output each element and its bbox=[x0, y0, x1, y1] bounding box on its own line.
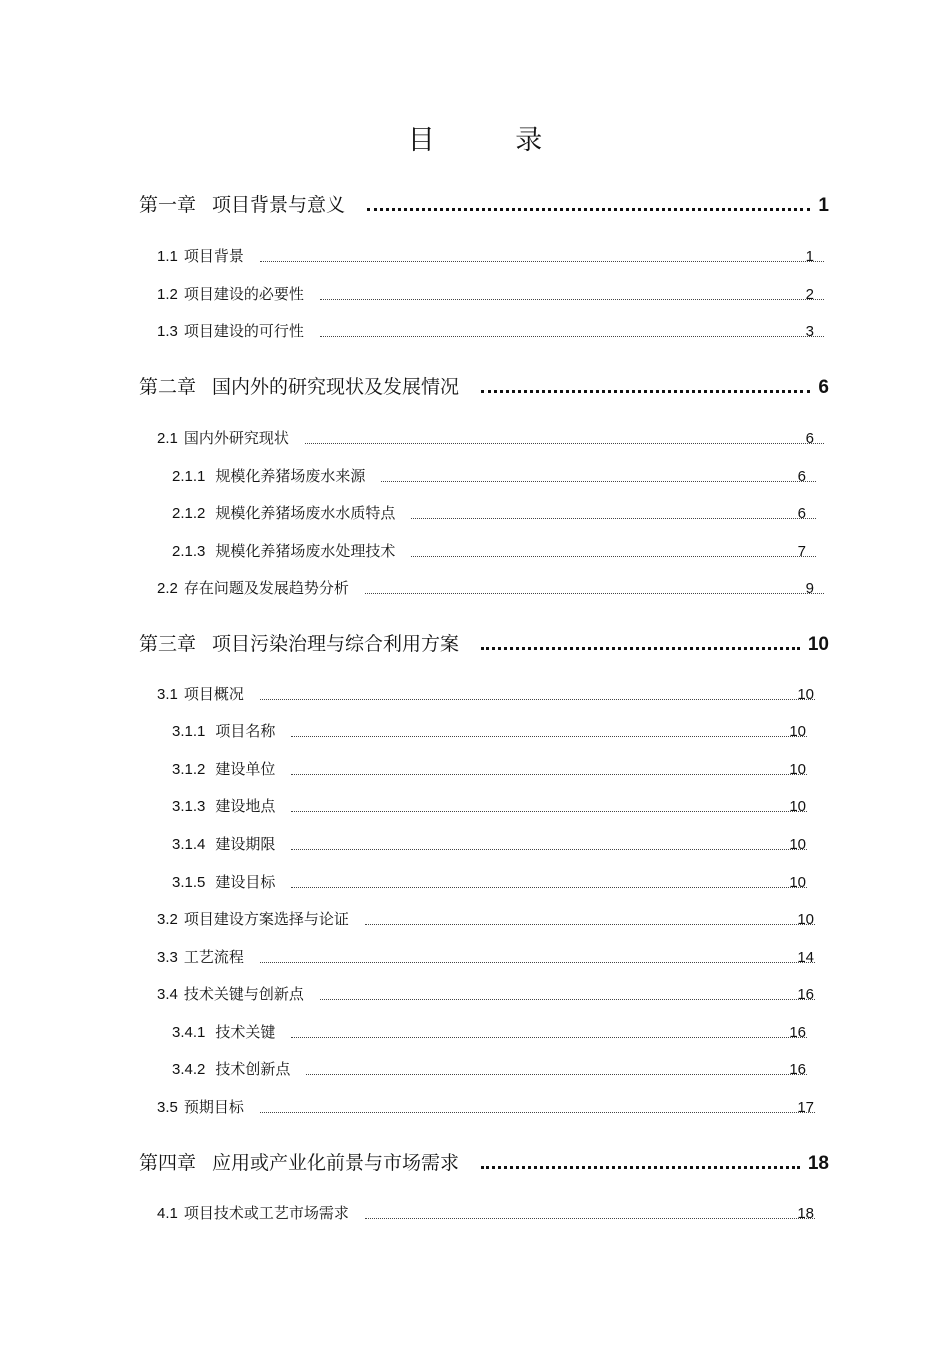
toc-section-entry[interactable] bbox=[157, 577, 820, 598]
toc-section-entry[interactable] bbox=[172, 795, 812, 816]
toc-entry-number: 1.2 bbox=[157, 286, 178, 303]
dot-leader bbox=[320, 997, 815, 1000]
toc-entry-title: 建设单位 bbox=[215, 760, 276, 778]
dot-leader bbox=[305, 441, 824, 444]
toc-section-entry[interactable] bbox=[157, 1096, 820, 1117]
toc-chapter-entry[interactable] bbox=[139, 1148, 829, 1175]
toc-entry-number: 1.3 bbox=[157, 323, 178, 340]
toc-page-number: 10 bbox=[807, 634, 829, 655]
dot-leader bbox=[481, 1164, 800, 1169]
toc-entry-number: 第四章 bbox=[139, 1153, 197, 1174]
toc-entry-title: 项目背景 bbox=[183, 247, 244, 265]
toc-page-number: 16 bbox=[789, 1061, 806, 1078]
toc-page-number: 10 bbox=[797, 686, 814, 703]
toc-page-number: 14 bbox=[797, 949, 814, 966]
toc-page-number: 1 bbox=[818, 195, 829, 216]
dot-leader bbox=[320, 297, 824, 300]
toc-entry-title: 规模化养猪场废水水质特点 bbox=[215, 504, 396, 522]
toc-entry-number: 第三章 bbox=[139, 634, 197, 655]
toc-entry-label bbox=[157, 908, 349, 929]
toc-section-entry[interactable] bbox=[157, 683, 820, 704]
toc-entry-title: 技术关键 bbox=[215, 1023, 276, 1041]
toc-entry-number: 2.2 bbox=[157, 580, 178, 597]
toc-page-number: 18 bbox=[807, 1153, 829, 1174]
toc-page-number: 6 bbox=[805, 430, 814, 447]
dot-leader bbox=[381, 479, 815, 482]
toc-entry-label bbox=[157, 983, 304, 1004]
toc-chapter-entry[interactable] bbox=[139, 190, 829, 217]
toc-page-number: 9 bbox=[805, 580, 814, 597]
toc-entry-number: 3.1.1 bbox=[172, 723, 206, 740]
toc-entry-label bbox=[172, 871, 275, 892]
toc-page-number: 6 bbox=[818, 377, 829, 398]
dot-leader bbox=[365, 922, 815, 925]
toc-page-number: 16 bbox=[797, 986, 814, 1003]
toc-entry-number: 3.2 bbox=[157, 911, 178, 928]
toc-page-number: 10 bbox=[789, 836, 806, 853]
toc-chapter-entry[interactable] bbox=[139, 629, 829, 656]
toc-entry-title: 技术关键与创新点 bbox=[183, 985, 304, 1003]
toc-section-entry[interactable] bbox=[157, 427, 820, 448]
toc-page-number: 10 bbox=[797, 911, 814, 928]
dot-leader bbox=[291, 1035, 807, 1038]
toc-entry-number: 第一章 bbox=[139, 195, 197, 216]
toc-entry-title: 规模化养猪场废水处理技术 bbox=[215, 542, 396, 560]
toc-entry-label bbox=[157, 427, 289, 448]
toc-entry-title: 存在问题及发展趋势分析 bbox=[183, 579, 349, 597]
toc-entry-number: 3.1.2 bbox=[172, 761, 206, 778]
page-title: 目 录 bbox=[407, 125, 579, 156]
dot-leader bbox=[291, 885, 807, 888]
toc-entry-title: 项目污染治理与综合利用方案 bbox=[212, 633, 460, 655]
toc-page-number: 10 bbox=[789, 874, 806, 891]
dot-leader bbox=[291, 772, 807, 775]
toc-entry-title: 项目名称 bbox=[215, 722, 276, 740]
toc-section-entry[interactable] bbox=[157, 1202, 820, 1223]
toc-section-entry[interactable] bbox=[157, 320, 820, 341]
toc-entry-label bbox=[172, 795, 275, 816]
toc-entry-label bbox=[172, 465, 365, 486]
toc-entry-label bbox=[157, 577, 349, 598]
toc-entry-title: 规模化养猪场废水来源 bbox=[215, 467, 366, 485]
toc-entry-title: 工艺流程 bbox=[183, 948, 244, 966]
toc-entry-title: 项目建设方案选择与论证 bbox=[183, 910, 349, 928]
toc-entry-number: 3.1.5 bbox=[172, 874, 206, 891]
dot-leader bbox=[291, 809, 807, 812]
toc-entry-number: 3.4.1 bbox=[172, 1024, 206, 1041]
toc-entry-label bbox=[157, 1096, 244, 1117]
dot-leader bbox=[411, 516, 815, 519]
toc-page-number: 10 bbox=[789, 798, 806, 815]
dot-leader bbox=[367, 206, 810, 211]
toc-entry-label bbox=[139, 1148, 459, 1175]
toc-entry-label bbox=[172, 502, 395, 523]
toc-entry-number: 2.1.1 bbox=[172, 468, 206, 485]
toc-entry-number: 1.1 bbox=[157, 248, 178, 265]
toc-entry-title: 项目技术或工艺市场需求 bbox=[183, 1204, 349, 1222]
dot-leader bbox=[365, 591, 824, 594]
toc-entry-number: 4.1 bbox=[157, 1205, 178, 1222]
toc-section-entry[interactable] bbox=[157, 245, 820, 266]
toc-entry-label bbox=[157, 245, 244, 266]
toc-section-entry[interactable] bbox=[172, 720, 812, 741]
toc-page-number: 16 bbox=[789, 1024, 806, 1041]
toc-page-number: 7 bbox=[797, 543, 806, 560]
dot-leader bbox=[306, 1072, 807, 1075]
dot-leader bbox=[291, 734, 807, 737]
toc-section-entry[interactable] bbox=[172, 465, 812, 486]
toc-section-entry[interactable] bbox=[172, 871, 812, 892]
toc-entry-number: 2.1.2 bbox=[172, 505, 206, 522]
toc-entry-label bbox=[172, 833, 275, 854]
toc-section-entry[interactable] bbox=[172, 1021, 812, 1042]
dot-leader bbox=[260, 259, 824, 262]
toc-entry-title: 项目建设的可行性 bbox=[183, 322, 304, 340]
toc-entry-label bbox=[139, 629, 459, 656]
toc-entry-number: 3.3 bbox=[157, 949, 178, 966]
toc-section-entry[interactable] bbox=[172, 502, 812, 523]
toc-entry-label bbox=[172, 758, 275, 779]
toc-entry-label bbox=[172, 1058, 290, 1079]
toc-entry-number: 3.1.4 bbox=[172, 836, 206, 853]
toc-chapter-entry[interactable] bbox=[139, 372, 829, 399]
toc-entry-number: 第二章 bbox=[139, 377, 197, 398]
toc-section-entry[interactable] bbox=[172, 1058, 812, 1079]
dot-leader bbox=[260, 697, 815, 700]
toc-entry-title: 建设地点 bbox=[215, 797, 276, 815]
toc-section-entry[interactable] bbox=[157, 983, 820, 1004]
toc-page-number: 10 bbox=[789, 761, 806, 778]
toc-entry-title: 项目背景与意义 bbox=[212, 194, 346, 216]
toc-section-entry[interactable] bbox=[157, 946, 820, 967]
toc-entry-label bbox=[157, 283, 304, 304]
toc-entry-number: 3.5 bbox=[157, 1099, 178, 1116]
toc-entry-title: 国内外研究现状 bbox=[183, 429, 289, 447]
toc-entry-title: 建设期限 bbox=[215, 835, 276, 853]
toc-page-number: 17 bbox=[797, 1099, 814, 1116]
toc-page-number: 1 bbox=[805, 248, 814, 265]
toc-entry-number: 3.1.3 bbox=[172, 798, 206, 815]
toc-page-number: 6 bbox=[797, 468, 806, 485]
toc-entry-title: 应用或产业化前景与市场需求 bbox=[212, 1152, 460, 1174]
toc-section-entry[interactable] bbox=[172, 540, 812, 561]
toc-entry-title: 项目概况 bbox=[183, 685, 244, 703]
dot-leader bbox=[260, 1110, 815, 1113]
toc-section-entry[interactable] bbox=[157, 283, 820, 304]
dot-leader bbox=[481, 388, 810, 393]
toc-entry-label bbox=[139, 372, 459, 399]
dot-leader bbox=[291, 847, 807, 850]
toc-entry-number: 3.4 bbox=[157, 986, 178, 1003]
toc-entry-title: 国内外的研究现状及发展情况 bbox=[212, 376, 460, 398]
toc-entry-label bbox=[172, 1021, 275, 1042]
toc-entry-label bbox=[157, 320, 304, 341]
toc-page-number: 3 bbox=[805, 323, 814, 340]
toc-entry-title: 项目建设的必要性 bbox=[183, 285, 304, 303]
dot-leader bbox=[365, 1216, 815, 1219]
toc-entry-label bbox=[157, 683, 244, 704]
toc-entry-title: 建设目标 bbox=[215, 873, 276, 891]
toc-entry-label bbox=[157, 946, 244, 967]
toc-entry-number: 3.1 bbox=[157, 686, 178, 703]
dot-leader bbox=[411, 554, 815, 557]
toc-entry-label bbox=[139, 190, 345, 217]
toc-entry-number: 3.4.2 bbox=[172, 1061, 206, 1078]
toc-section-entry[interactable] bbox=[157, 908, 820, 929]
dot-leader bbox=[260, 960, 815, 963]
toc-entry-number: 2.1.3 bbox=[172, 543, 206, 560]
toc-entry-label bbox=[172, 720, 275, 741]
toc-entry-label bbox=[157, 1202, 349, 1223]
toc-page-number: 6 bbox=[797, 505, 806, 522]
dot-leader bbox=[481, 645, 800, 650]
toc-page-number: 2 bbox=[805, 286, 814, 303]
toc-entry-title: 预期目标 bbox=[183, 1098, 244, 1116]
dot-leader bbox=[320, 334, 824, 337]
toc-section-entry[interactable] bbox=[172, 833, 812, 854]
toc-entry-number: 2.1 bbox=[157, 430, 178, 447]
toc-entry-label bbox=[172, 540, 395, 561]
toc-section-entry[interactable] bbox=[172, 758, 812, 779]
toc-entry-title: 技术创新点 bbox=[215, 1060, 291, 1078]
toc-page-number: 10 bbox=[789, 723, 806, 740]
toc-page-number: 18 bbox=[797, 1205, 814, 1222]
